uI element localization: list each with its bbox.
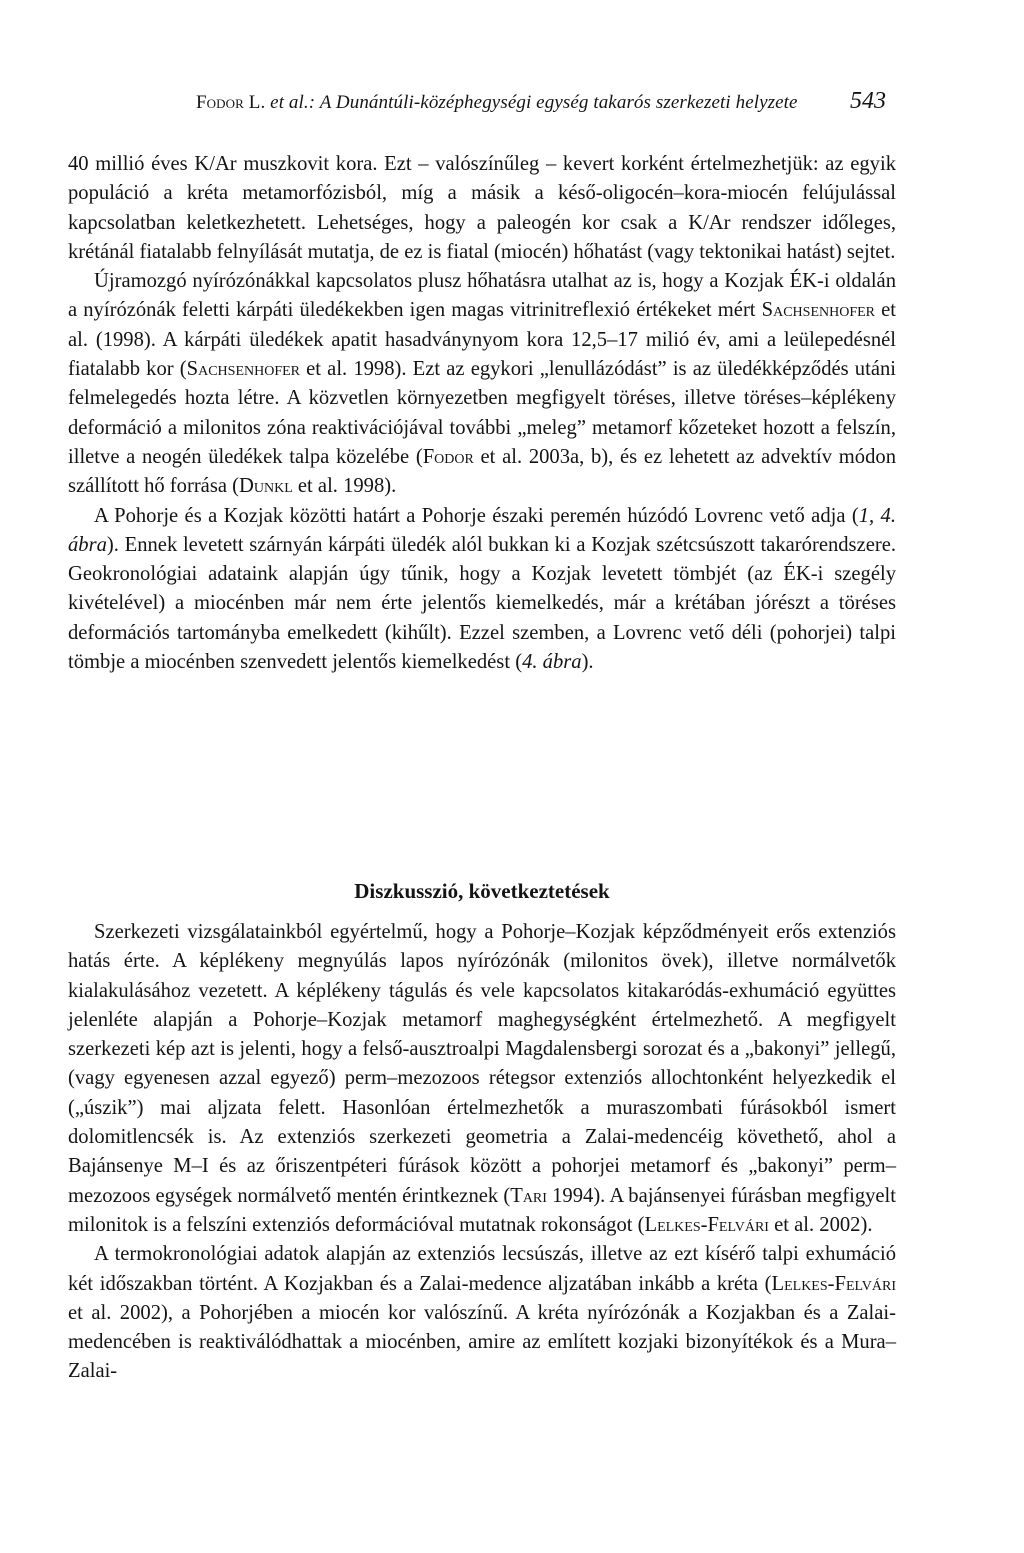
text-run: et al. 2002), a Pohorjében a miocén kor valószínű. A kréta nyírózónák a Kozjakban és a Zalai-medencében is reaktiválódhattak a miocénben, amire az említett kozjaki bizonyítékok és a Mura–Zalai- (68, 1301, 896, 1383)
text-run: et al. 1998). (292, 475, 397, 498)
text-run: Szerkezeti vizsgálatainkból egyértelmű, hogy a Pohorje–Kozjak képződményeit erős extenziós hatás érte. A képlékeny megnyúlás lapos nyírózónák (milonitos övek), illetve normálvetők kialakulásához vezetett. A képlékeny tágulás és vele kapcsolatos kitakaródás-exhumáció együttes jelenléte alapján a Pohorje–Kozjak metamorf maghegységként értelmezhető. A megfigyelt szerkezeti kép azt is jelenti, hogy a felső-ausztroalpi Magdalensbergi sorozat és a „bakonyi” jellegű, (vagy egyenesen azzal egyező) perm–mezozoos rétegsor extenziós allochtonként helyezkedik el („úszik”) mai aljzata felett. Hasonlóan értelmezhetők a muraszombati fúrásokból ismert dolomitlencsék is. Az extenziós szerkezeti geometria a Zalai-medencéig követhető, ahol a Bajánsenye M–I és az őriszentpéteri fúrások között a pohorjei metamorf és „bakonyi” perm–mezozoos egységek normálvető mentén érintkeznek ( (68, 921, 896, 1207)
discussion-text-block (68, 918, 896, 1387)
text-run: A Pohorje és a Kozjak közötti határt a Pohorje északi peremén húzódó Lovrenc vető adja ( (94, 504, 859, 527)
citation-author: Sachsenhofer (761, 299, 876, 322)
citation-author: Fodor (422, 445, 474, 468)
paragraph: 40 millió éves K/Ar muszkovit kora. Ezt – valószínűleg – kevert korként értelmezhetjük: az egyik populáció a kréta metamorfózisból, míg a másik a késő-oligocén–kora-miocén felújulással kapcsolatban keletkezhetett. Lehetséges, hogy a paleogén kor csak a K/Ar rendszer időleges, krétánál fiatalabb felnyílását mutatja, de ez is fiatal (miocén) hőhatást (vagy tektonikai hatást) sejtet. (68, 153, 896, 263)
header-author: Fodor L. (196, 92, 266, 113)
figure-reference: 1, 4. ábra (68, 504, 896, 556)
figure-reference: 4. ábra (522, 651, 582, 674)
text-run: ). Ennek levetett szárnyán kárpáti üledék alól bukkan ki a Kozjak szétcsúszott takarórendszere. Geokronológiai adataink alapján úgy tűnik, hogy a Kozjak levetett tömbjét (az ÉK-i szegély kivételével) a miocénben már nem érte jelentős kiemelkedés, már a krétában jórészt a töréses deformációs tartományba emelkedett (kihűlt). Ezzel szemben, a Lovrenc vető déli (pohorjei) talpi tömbje a miocénben szenvedett jelentős kiemelkedést ( (68, 533, 896, 674)
citation-author: Lelkes-Felvári (644, 1213, 769, 1236)
text-run: et al. (1998). A kárpáti üledékek apatit hasadványnyom kora 12,5–17 milió év, ami a leülepedésnél fiatalabb kor ( (68, 299, 897, 381)
text-run: et al. 2002). (768, 1213, 873, 1236)
top-text-block (68, 150, 896, 677)
paragraph (68, 502, 896, 678)
header-citation (196, 92, 798, 114)
header-title: A Dunántúli-középhegységi egység takarós szerkezeti helyzete (319, 92, 798, 113)
section-heading: Diszkusszió, következtetések (354, 879, 610, 903)
text-run: 1994). A bajánsenyei fúrásban megfigyelt milonitok is a felszíni extenziós deformációval mutatnak rokonságot ( (68, 1184, 896, 1236)
text-run: et al. 2003a, b), és ez lehetett az advektív módon szállított hő forrása ( (68, 445, 896, 498)
page-number: 543 (850, 88, 886, 114)
citation-author: Sachsenhofer (186, 358, 301, 381)
citation-author: Tari (510, 1184, 547, 1207)
citation-author: Lelkes-Felvári (771, 1272, 896, 1295)
citation-author: Dunkl (239, 475, 293, 498)
paragraph (68, 267, 896, 501)
paragraph (68, 918, 896, 1240)
paragraph (68, 1240, 896, 1386)
text-run: A termokronológiai adatok alapján az extenziós lecsúszás, illetve az ezt kísérő talpi exhumáció két időszakban történt. A Kozjakban és a Zalai-medence aljzatában inkább a kréta ( (68, 1243, 896, 1295)
text-run: et al. 1998). Ezt az egykori „lenullázódást” is az üledékképződés utáni felmelegedés hozta létre. A közvetlen környezetben megfigyelt töréses, illetve töréses–képlékeny deformáció a milonitos zóna reaktivációjával további „meleg” metamorf kőzeteket hozott a felszín, illetve a neogén üledékek talpa közelébe ( (68, 358, 896, 468)
header-author-suffix: et al.: (265, 92, 316, 113)
text-run: Újramozgó nyírózónákkal kapcsolatos plusz hőhatásra utalhat az is, hogy a Kozjak ÉK-i oldalán a nyírózónák feletti kárpáti üledékekben igen magas vitrinitreflexió értékeket mért (68, 270, 896, 322)
text-run: ). (581, 651, 594, 674)
running-header (196, 88, 886, 118)
